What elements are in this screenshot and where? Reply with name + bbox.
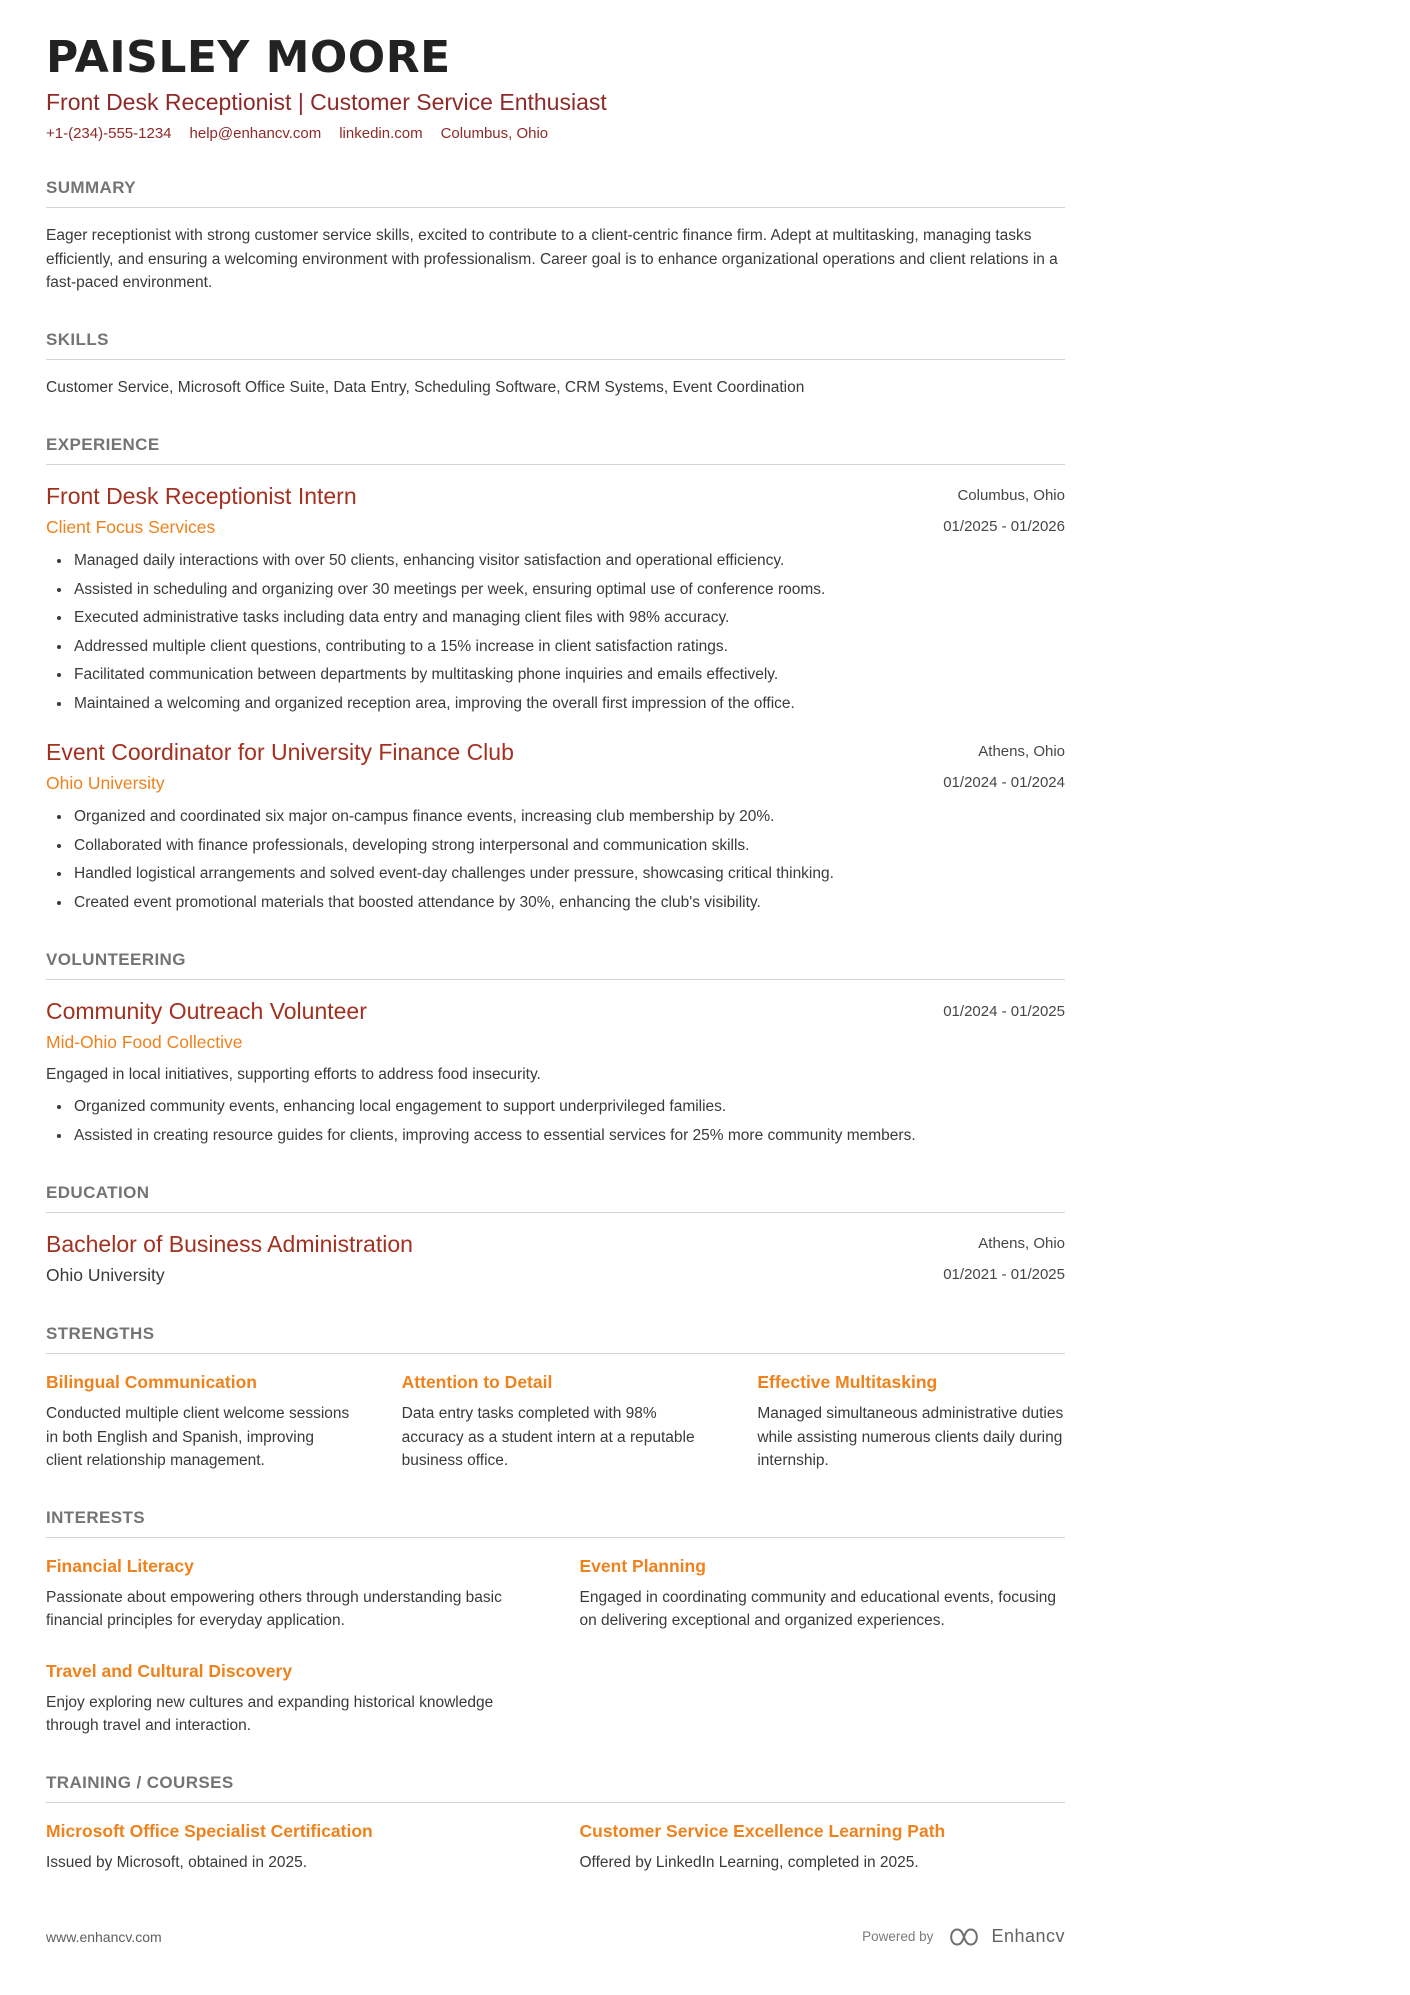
job-bullet: • Maintained a welcoming and organized reception area, improving the overall first impression of the office. [72, 693, 1065, 715]
job-dates: 01/2024 - 01/2024 [943, 774, 1065, 792]
entry-header [46, 737, 1065, 796]
job-company: Ohio University [46, 773, 165, 794]
experience-heading: EXPERIENCE [46, 435, 1065, 465]
resume-header [46, 34, 1065, 142]
interest-title: Travel and Cultural Discovery [46, 1660, 293, 1681]
interest-text: Engaged in coordinating community and educational events, focusing on delivering exceptional and organized experiences. [579, 1589, 1057, 1630]
section-volunteering [46, 950, 1065, 1147]
volunteer-title: Community Outreach Volunteer [46, 998, 367, 1025]
section-education [46, 1183, 1065, 1288]
training-heading: TRAINING / COURSES [46, 1773, 1065, 1803]
volunteer-bullets [46, 1096, 1065, 1147]
interests-heading: INTERESTS [46, 1508, 1065, 1538]
training-item [46, 1821, 532, 1874]
education-location: Athens, Ohio [978, 1235, 1065, 1253]
strength-title: Effective Multitasking [757, 1372, 938, 1393]
enhancv-wordmark: Enhancv [991, 1926, 1065, 1946]
contact-linkedin[interactable]: linkedin.com [339, 125, 423, 143]
interest-item [46, 1556, 532, 1633]
job-bullets [46, 550, 1065, 715]
volunteer-bullet: • Organized community events, enhancing local engagement to support underprivileged families. [72, 1096, 1065, 1118]
summary-heading: SUMMARY [46, 178, 1065, 208]
strength-title: Attention to Detail [401, 1372, 553, 1393]
section-strengths [46, 1324, 1065, 1472]
section-interests [46, 1508, 1065, 1737]
contact-location: Columbus, Ohio [440, 125, 549, 143]
job-bullet: • Organized and coordinated six major on-campus finance events, increasing club membership by 20%. [72, 806, 1065, 828]
entry-header [46, 996, 1065, 1055]
job-bullet: • Facilitated communication between departments by multitasking phone inquiries and emails effectively. [72, 664, 1065, 686]
training-text: Issued by Microsoft, obtained in 2025. [46, 1854, 308, 1872]
job-bullet: • Collaborated with finance professionals, developing strong interpersonal and communication skills. [72, 835, 1065, 857]
experience-entry [46, 481, 1065, 715]
skills-text: Customer Service, Microsoft Office Suite, Data Entry, Scheduling Software, CRM Systems, Event Coordination [46, 379, 805, 397]
footer-url[interactable]: www.enhancv.com [46, 1928, 162, 1945]
job-bullets [46, 806, 1065, 914]
training-title: Microsoft Office Specialist Certification [46, 1821, 373, 1842]
strength-title: Bilingual Communication [46, 1372, 257, 1393]
education-heading: EDUCATION [46, 1183, 1065, 1213]
strength-item [757, 1372, 1065, 1472]
interest-item [580, 1556, 1066, 1633]
job-company: Client Focus Services [46, 517, 216, 538]
resume-page [46, 34, 1065, 1874]
section-summary [46, 178, 1065, 294]
job-bullet: • Handled logistical arrangements and solved event-day challenges under pressure, showcasing critical thinking. [72, 863, 1065, 885]
resume-name: PAISLEY MOORE [46, 32, 451, 83]
volunteer-dates: 01/2024 - 01/2025 [943, 1003, 1065, 1021]
education-entry [46, 1229, 1065, 1288]
page-footer [46, 1926, 1065, 1947]
summary-text: Eager receptionist with strong customer service skills, excited to contribute to a client-centric finance firm. Adept at multitasking, managing tasks efficiently, and ensuring a welcoming environment with professionalism. Career goal is to enhance organizational operations and client relations in a fast-paced environment. [46, 227, 1058, 291]
volunteer-bullet: • Assisted in creating resource guides for clients, improving access to essential services for 25% more community members. [72, 1125, 1065, 1147]
volunteering-entry [46, 996, 1065, 1147]
school-name: Ohio University [46, 1265, 165, 1286]
strength-item [46, 1372, 354, 1472]
volunteering-heading: VOLUNTEERING [46, 950, 1065, 980]
job-bullet: • Assisted in scheduling and organizing over 30 meetings per week, ensuring optimal use of conference rooms. [72, 579, 1065, 601]
contact-email[interactable]: help@enhancv.com [189, 125, 322, 143]
interest-title: Financial Literacy [46, 1556, 194, 1577]
volunteer-organization: Mid-Ohio Food Collective [46, 1032, 243, 1053]
resume-headline: Front Desk Receptionist | Customer Service Enthusiast [46, 89, 607, 116]
entry-header [46, 1229, 1065, 1288]
training-grid [46, 1821, 1065, 1874]
job-location: Columbus, Ohio [957, 487, 1065, 505]
experience-entry [46, 737, 1065, 914]
strength-item [402, 1372, 710, 1472]
education-dates: 01/2021 - 01/2025 [943, 1266, 1065, 1284]
job-bullet: • Executed administrative tasks including data entry and managing client files with 98% accuracy. [72, 607, 1065, 629]
strengths-heading: STRENGTHS [46, 1324, 1065, 1354]
job-bullet: • Created event promotional materials that boosted attendance by 30%, enhancing the club's visibility. [72, 892, 1065, 914]
job-bullet: • Managed daily interactions with over 50 clients, enhancing visitor satisfaction and operational efficiency. [72, 550, 1065, 572]
job-dates: 01/2025 - 01/2026 [943, 518, 1065, 536]
volunteer-description: Engaged in local initiatives, supporting efforts to address food insecurity. [46, 1066, 541, 1084]
strengths-grid [46, 1372, 1065, 1472]
degree-title: Bachelor of Business Administration [46, 1231, 413, 1258]
enhancv-logo-icon [949, 1927, 979, 1947]
contact-phone[interactable]: +1-(234)-555-1234 [46, 125, 172, 143]
strength-text: Conducted multiple client welcome sessions in both English and Spanish, improving client relationship management. [46, 1405, 350, 1469]
powered-by-label: Powered by [862, 1929, 934, 1944]
job-title: Event Coordinator for University Finance Club [46, 739, 514, 766]
interest-text: Passionate about empowering others through understanding basic financial principles for everyday application. [46, 1589, 502, 1630]
footer-brand [862, 1926, 1065, 1947]
job-bullet: • Addressed multiple client questions, contributing to a 15% increase in client satisfaction ratings. [72, 636, 1065, 658]
interests-grid [46, 1556, 1065, 1737]
interest-item [46, 1661, 532, 1738]
training-item [580, 1821, 1066, 1874]
skills-heading: SKILLS [46, 330, 1065, 360]
training-title: Customer Service Excellence Learning Path [579, 1821, 946, 1842]
interest-text: Enjoy exploring new cultures and expanding historical knowledge through travel and interaction. [46, 1693, 494, 1734]
interest-title: Event Planning [579, 1556, 706, 1577]
strength-text: Data entry tasks completed with 98% accuracy as a student intern at a reputable business office. [401, 1405, 695, 1469]
contact-row [46, 125, 1065, 142]
job-location: Athens, Ohio [978, 743, 1065, 761]
section-skills [46, 330, 1065, 399]
entry-header [46, 481, 1065, 540]
job-title: Front Desk Receptionist Intern [46, 483, 357, 510]
training-text: Offered by LinkedIn Learning, completed in 2025. [579, 1854, 919, 1872]
strength-text: Managed simultaneous administrative duties while assisting numerous clients daily during internship. [757, 1405, 1064, 1469]
section-experience [46, 435, 1065, 914]
section-training [46, 1773, 1065, 1874]
